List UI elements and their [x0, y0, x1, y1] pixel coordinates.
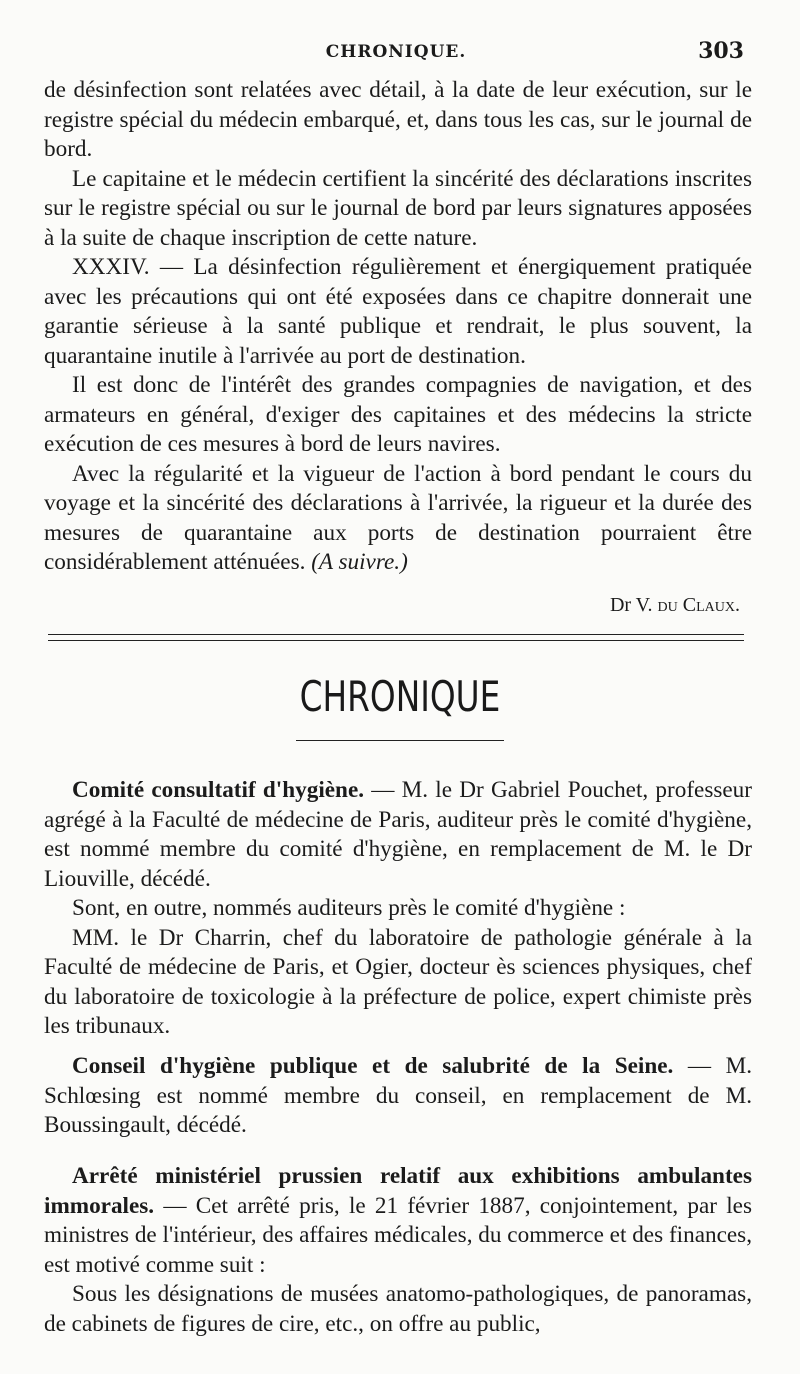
continued-article — [44, 76, 752, 578]
paragraph: Sont, en outre, nommés auditeurs près le comité d'hygiène : — [72, 895, 626, 921]
running-header — [48, 38, 744, 68]
paragraph: MM. le Dr Charrin, chef du laboratoire de pathologie générale à la Faculté de médecine de Paris, et Ogier, docteur ès sciences physiques, chef du laboratoire de toxicologie à la préfecture de police, expert chimiste près les tribunaux. — [44, 924, 752, 1039]
news-item-arrete — [44, 1162, 752, 1339]
paragraph — [44, 460, 752, 578]
title-underline — [296, 740, 504, 741]
news-text: — M. le Dr Gabriel Pouchet, professeur agrégé à la Faculté de médecine de Paris, auditeur près le comité d'hygiène, est nommé membre du comité d'hygiène, en remplacement de M. le Dr Liouville, décédé. — [44, 777, 752, 892]
page-number: 303 — [698, 38, 744, 64]
news-heading: Comité consultatif d'hygiène. — [72, 777, 365, 803]
news-text: — Cet arrêté pris, le 21 février 1887, conjointement, par les ministres de l'intérieur, des affaires médicales, du commerce et des finances, est motivé comme suit : — [44, 1192, 752, 1278]
to-be-continued-note: (A suivre.) — [311, 549, 408, 575]
signature-prefix: Dr V. — [609, 594, 658, 616]
paragraph: Le capitaine et le médecin certifient la sincérité des déclarations inscrites sur le registre spécial ou sur le journal de bord par leurs signatures apposées à la suite de chaque inscription de cette nature. — [44, 165, 752, 251]
signature-name: du Claux. — [657, 594, 740, 616]
paragraph — [44, 1052, 752, 1141]
paragraph: Sous les désignations de musées anatomo-pathologiques, de panoramas, de cabinets de figures de cire, etc., on offre au public, — [44, 1281, 752, 1337]
paragraph — [44, 1162, 752, 1280]
section-divider-bottom — [48, 640, 744, 641]
news-item-conseil — [44, 1052, 752, 1141]
section-divider-top — [48, 634, 744, 635]
paragraph — [44, 776, 752, 894]
news-item-comite — [44, 776, 752, 1042]
news-heading: Conseil d'hygiène publique et de salubrité de la Seine. — [72, 1053, 674, 1079]
section-title: CHRONIQUE — [299, 672, 501, 721]
news-text: — M. Schlœsing est nommé membre du conseil, en remplacement de M. Boussingault, décédé. — [44, 1053, 752, 1138]
running-title: CHRONIQUE. — [325, 42, 467, 62]
paragraph: XXXIV. — La désinfection régulièrement et énergiquement pratiquée avec les précautions qui ont été exposées dans ce chapitre donnerait une garantie sérieuse à la santé publique et rendrait, le plus souvent, la quarantaine inutile à l'arrivée au port de destination. — [44, 254, 752, 369]
paragraph-text: Avec la régularité et la vigueur de l'action à bord pendant le cours du voyage et la sincérité des déclarations à l'arrivée, la rigueur et la durée des mesures de quarantaine aux ports de destination pourraient être considérablement atténuées. — [44, 460, 752, 575]
paragraph: de désinfection sont relatées avec détail, à la date de leur exécution, sur le registre spécial du médecin embarqué, et, dans tous les cas, sur le journal de bord. — [44, 77, 752, 162]
author-signature — [610, 594, 740, 617]
paragraph: Il est donc de l'intérêt des grandes compagnies de navigation, et des armateurs en général, d'exiger des capitaines et des médecins la stricte exécution de ces mesures à bord de leurs navires. — [44, 372, 752, 457]
news-heading: Arrêté ministériel prussien relatif aux exhibitions ambulantes immorales. — [44, 1163, 752, 1219]
